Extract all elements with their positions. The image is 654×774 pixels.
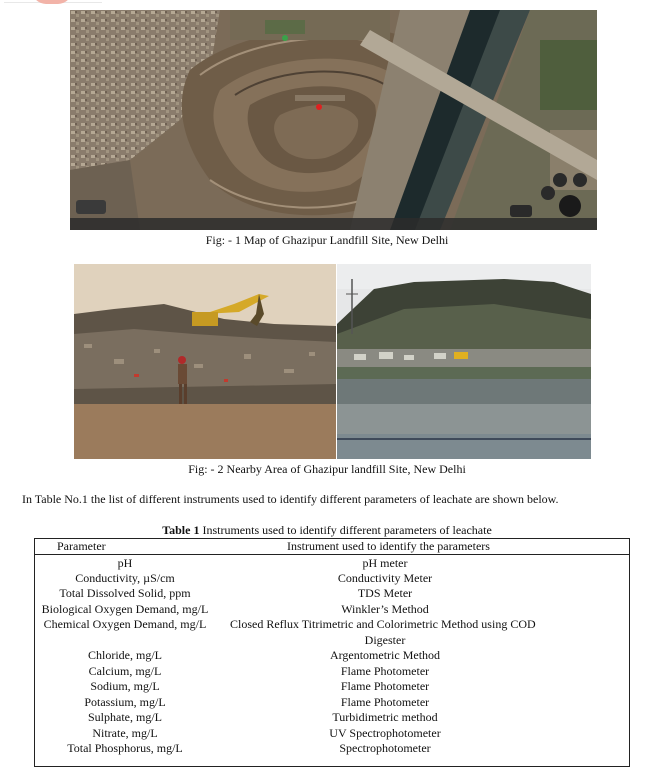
cell-instrument: UV Spectrophotometer (329, 726, 441, 740)
cell-instrument: Argentometric Method (329, 648, 441, 662)
cell-parameter: pH (117, 556, 133, 570)
cell-instrument: TDS Meter (357, 586, 413, 600)
cell-parameter: Potassium, mg/L (84, 695, 166, 709)
cell-parameter: Total Dissolved Solid, ppm (59, 586, 191, 600)
table-title-label: Table 1 (162, 523, 200, 537)
cell-instrument: Flame Photometer (340, 695, 430, 709)
cell-instrument: Flame Photometer (340, 679, 430, 693)
instruments-table (34, 538, 630, 767)
cell-instrument: Turbidimetric method (332, 710, 438, 724)
intro-paragraph: In Table No.1 the list of different instruments used to identify different parameters of leachate are shown below. (22, 492, 559, 506)
table-title-text: Instruments used to identify different parameters of leachate (199, 523, 492, 537)
table-title (0, 523, 654, 537)
cell-instrument: pH meter (362, 556, 408, 570)
cell-parameter: Calcium, mg/L (88, 664, 162, 678)
cell-parameter: Chloride, mg/L (88, 648, 162, 662)
ghazipur-map-image (70, 10, 597, 230)
figure-1-caption: Fig: - 1 Map of Ghazipur Landfill Site, New Delhi (205, 233, 449, 247)
header-instrument: Instrument used to identify the parameters (287, 539, 490, 553)
cell-instrument: Flame Photometer (340, 664, 430, 678)
cell-parameter: Chemical Oxygen Demand, mg/L (43, 617, 207, 631)
figure-2-caption: Fig: - 2 Nearby Area of Ghazipur landfill Site, New Delhi (188, 462, 466, 476)
cell-parameter: Total Phosphorus, mg/L (67, 741, 183, 755)
cell-parameter: Sulphate, mg/L (88, 710, 162, 724)
cell-instrument-continued: Digester (364, 633, 406, 647)
header-divider (35, 554, 629, 555)
cell-parameter: Conductivity, µS/cm (75, 571, 175, 585)
cell-instrument: Closed Reflux Titrimetric and Colorimetric Method using COD (230, 617, 536, 631)
cell-instrument: Conductivity Meter (337, 571, 433, 585)
cell-instrument: Spectrophotometer (339, 741, 431, 755)
cell-parameter: Nitrate, mg/L (92, 726, 158, 740)
landfill-photos (74, 264, 591, 459)
cell-parameter: Biological Oxygen Demand, mg/L (41, 602, 209, 616)
header-parameter: Parameter (57, 539, 106, 553)
cell-instrument: Winkler’s Method (341, 602, 429, 616)
cell-parameter: Sodium, mg/L (90, 679, 160, 693)
